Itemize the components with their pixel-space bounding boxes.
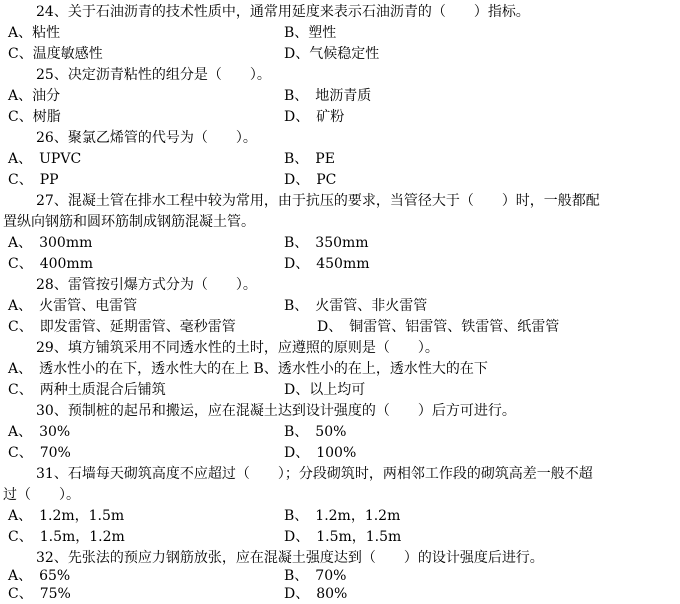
q30-option-a: A、 30% [8, 424, 71, 440]
question-31-stem-line1: 31、石墙每天砌筑高度不应超过（ ）；分段砌筑时，两相邻工作段的砌筑高差一般不超 [36, 466, 593, 482]
q30-option-d: D、 100% [284, 445, 357, 461]
q30-option-b: B、 50% [284, 424, 347, 440]
q28-option-a: A、 火雷管、电雷管 [8, 298, 138, 314]
question-24-stem: 24、关于石油沥青的技术性质中，通常用延度来表示石油沥青的（ ）指标。 [36, 4, 530, 20]
question-29-stem: 29、填方铺筑采用不同透水性的土时，应遵照的原则是（ ）。 [36, 340, 439, 356]
q24-option-c: C、温度敏感性 [8, 46, 103, 62]
question-28-stem: 28、雷管按引爆方式分为（ ）。 [36, 277, 257, 293]
q29-option-c: C、 两种土质混合后铺筑 [8, 382, 166, 398]
q24-option-d: D、气候稳定性 [284, 46, 380, 62]
q26-option-b: B、 PE [284, 151, 335, 167]
q27-option-c: C、 400mm [8, 256, 93, 272]
q26-option-d: D、 PC [284, 172, 337, 188]
q32-option-b: B、 70% [284, 568, 347, 584]
question-31-stem-line2: 过（ ）。 [3, 487, 80, 503]
q29-option-a-b: A、 透水性小的在下，透水性大的在上 B、透水性小的在上，透水性大的在下 [8, 361, 488, 377]
q27-option-d: D、 450mm [284, 256, 370, 272]
question-32-stem: 32、先张法的预应力钢筋放张，应在混凝土强度达到（ ）的设计强度后进行。 [36, 550, 544, 566]
question-26-stem: 26、聚氯乙烯管的代号为（ ）。 [36, 130, 257, 146]
q31-option-b: B、 1.2m，1.2m [284, 508, 401, 524]
q27-option-b: B、 350mm [284, 235, 369, 251]
question-27-stem-line2: 置纵向钢筋和圆环筋制成钢筋混凝土管。 [3, 214, 255, 230]
q25-option-d: D、 矿粉 [284, 109, 345, 125]
q28-option-b: B、 火雷管、非火雷管 [284, 298, 428, 314]
q24-option-b: B、塑性 [284, 25, 337, 41]
q24-option-a: A、粘性 [8, 25, 61, 41]
q25-option-b: B、 地沥青质 [284, 88, 372, 104]
q30-option-c: C、 70% [8, 445, 71, 461]
q32-option-d: D、 80% [284, 586, 348, 602]
q32-option-a: A、 65% [8, 568, 71, 584]
q25-option-a: A、油分 [8, 88, 61, 104]
q32-option-c: C、 75% [8, 586, 71, 602]
q31-option-a: A、 1.2m，1.5m [8, 508, 125, 524]
q31-option-d: D、 1.5m，1.5m [284, 529, 402, 545]
q25-option-c: C、树脂 [8, 109, 61, 125]
q29-option-d: D、以上均可 [284, 382, 366, 398]
q28-option-c: C、 即发雷管、延期雷管、毫秒雷管 [8, 319, 236, 335]
q28-option-d: D、 铜雷管、铝雷管、铁雷管、纸雷管 [317, 319, 560, 335]
q26-option-a: A、 UPVC [8, 151, 82, 167]
question-30-stem: 30、预制桩的起吊和搬运，应在混凝土达到设计强度的（ ）后方可进行。 [36, 403, 516, 419]
q27-option-a: A、 300mm [8, 235, 93, 251]
question-25-stem: 25、决定沥青粘性的组分是（ ）。 [36, 67, 271, 83]
q26-option-c: C、 PP [8, 172, 59, 188]
q31-option-c: C、 1.5m，1.2m [8, 529, 125, 545]
question-27-stem-line1: 27、混凝土管在排水工程中较为常用，由于抗压的要求，当管径大于（ ）时，一般都配 [36, 193, 600, 209]
